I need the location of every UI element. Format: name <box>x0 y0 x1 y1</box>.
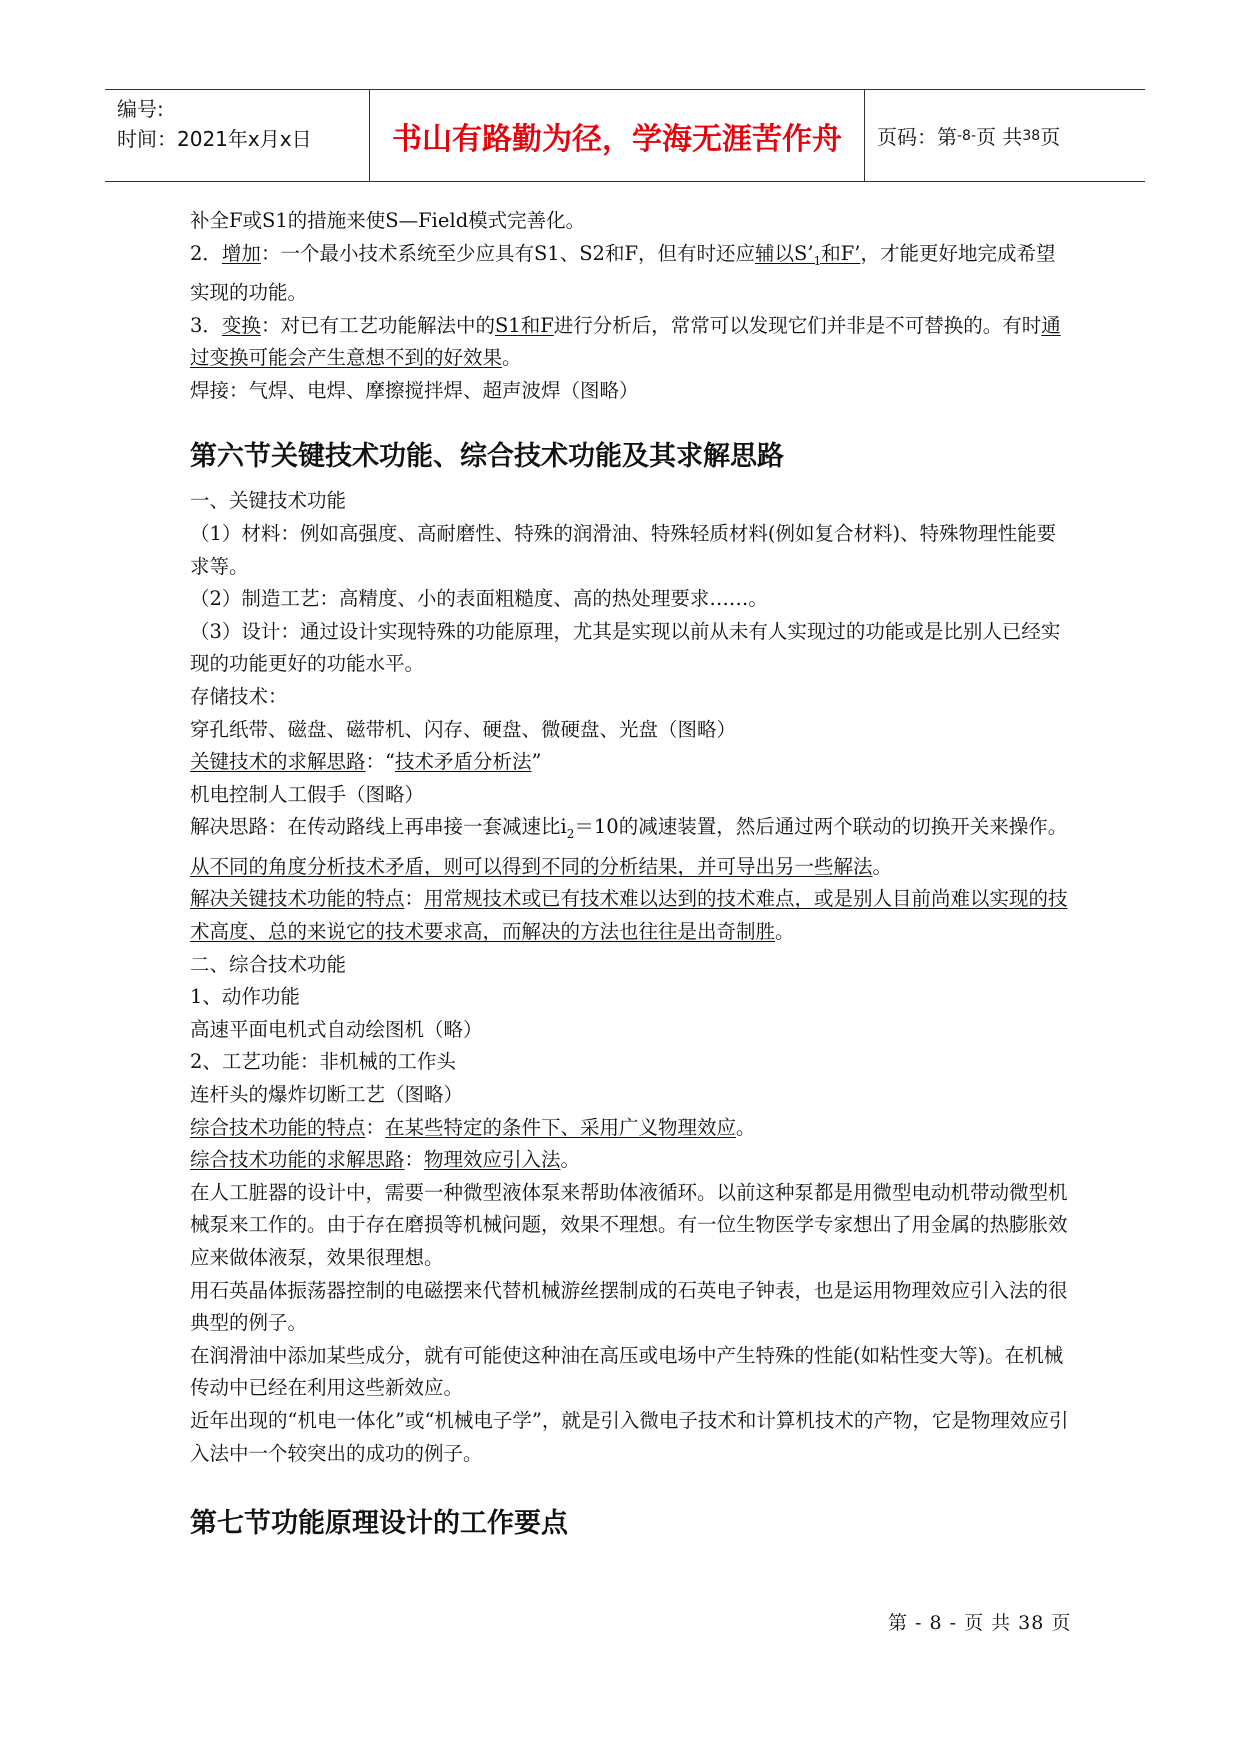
section-heading: 第七节功能原理设计的工作要点 <box>190 1508 568 1540</box>
document-body <box>190 205 1070 1544</box>
underlined-term: 技术矛盾分析法 <box>395 750 532 774</box>
underlined-term: 物理效应引入法 <box>424 1148 561 1172</box>
text-span: ：一个最小技术系统至少应具有S1、S2和F，但有时还应 <box>260 241 755 265</box>
underlined-term: 变换 <box>221 313 261 337</box>
paragraph <box>190 238 1070 310</box>
paragraph: （1）材料：例如高强度、高耐磨性、特殊的润滑油、特殊轻质材料(例如复合材料)、特殊物理性能要求等。 <box>190 522 1057 578</box>
list-number: 2． <box>190 241 222 265</box>
paragraph: 穿孔纸带、磁盘、磁带机、闪存、硬盘、微硬盘、光盘（图略） <box>190 717 737 741</box>
paragraph: （3）设计：通过设计实现特殊的功能原理，尤其是实现以前从未有人实现过的功能或是比别人已经实现的功能更好的功能水平。 <box>190 619 1061 676</box>
text-span: 解决思路：在传动路线上再串接一套减速比i <box>190 815 567 839</box>
page-header <box>105 89 1145 182</box>
underlined-term: 从不同的角度分析技术矛盾，则可以得到不同的分析结果，并可导出另一些解法 <box>190 854 873 878</box>
text-span: ” <box>531 750 542 774</box>
paragraph <box>190 746 1070 779</box>
paragraph: 焊接：气焊、电焊、摩擦搅拌焊、超声波焊（图略） <box>190 378 639 402</box>
text-span: ，才能更好地完成希望实现的功能。 <box>190 241 1056 305</box>
list-number: 3． <box>190 313 222 337</box>
underlined-term: 综合技术功能的特点 <box>190 1115 366 1139</box>
underlined-term: 用常规技术或已有技术难以达到的技术难点，或是别人目前尚难以实现的技术高度、总的来说它的技术要求高，而解决的方法也往往是出奇制胜 <box>190 887 1068 944</box>
subscript: 2 <box>566 827 575 842</box>
paragraph <box>190 811 1070 850</box>
paragraph: 连杆头的爆炸切断工艺（图略） <box>190 1083 464 1107</box>
paragraph: 在人工脏器的设计中，需要一种微型液体泵来帮助体液循环。以前这种泵都是用微型电动机带动微型机械泵来工作的。由于存在磨损等机械问题，效果不理想。有一位生物医学专家想出了用金属的热膨胀效应来做体液泵，效果很理想。 <box>190 1180 1068 1269</box>
text-span: 进行分析后，常常可以发现它们并非是不可替换的。有时 <box>553 313 1042 337</box>
paragraph: （2）制造工艺：高精度、小的表面粗糙度、高的热处理要求……。 <box>190 587 768 611</box>
header-motto-cell <box>370 90 865 181</box>
underlined-term: 增加 <box>221 241 261 265</box>
header-meta <box>105 90 370 181</box>
underlined-term: S1和F <box>494 313 554 337</box>
page-prefix: 页码：第 <box>877 125 957 149</box>
subsection-title: 二、综合技术功能 <box>190 952 347 976</box>
paragraph <box>190 1144 1070 1177</box>
underlined-term: 关键技术的求解思路 <box>190 750 366 774</box>
paragraph <box>190 1112 1070 1145</box>
section-heading: 第六节关键技术功能、综合技术功能及其求解思路 <box>190 441 784 473</box>
paragraph: 用石英晶体振荡器控制的电磁摆来代替机械游丝摆制成的石英电子钟表，也是运用物理效应引入法的很典型的例子。 <box>190 1278 1068 1335</box>
text-span: 。 <box>502 346 522 370</box>
page-mid: 页 共 <box>976 125 1023 149</box>
text-span: ： <box>404 887 425 911</box>
underlined-term: 在某些特定的条件下、采用广义物理效应 <box>385 1115 737 1139</box>
paragraph <box>190 883 1070 948</box>
underlined-term <box>755 241 861 268</box>
text-span: 辅以S’ <box>755 241 814 265</box>
text-span: 和F’ <box>821 241 861 265</box>
subscript: 1 <box>813 253 822 268</box>
paragraph: 在润滑油中添加某些成分，就有可能使这种油在高压或电场中产生特殊的性能(如粘性变大等)。在机械传动中已经在利用这些新效应。 <box>190 1343 1064 1400</box>
text-span: ：“ <box>365 750 395 774</box>
underlined-term: 通过变换可能会产生意想不到的好效果 <box>190 313 1061 370</box>
text-span: 。 <box>775 920 795 944</box>
header-page-info <box>865 90 1145 181</box>
paragraph <box>190 851 1070 884</box>
text-span: 。 <box>872 854 893 878</box>
underlined-term: 解决关键技术功能的特点 <box>190 887 405 911</box>
text-span: ＝10的减速装置，然后通过两个联动的切换开关来操作。 <box>574 815 1068 839</box>
paragraph <box>190 310 1070 375</box>
text-span: ： <box>365 1115 386 1139</box>
paragraph: 机电控制人工假手（图略） <box>190 782 425 806</box>
document-code-label: 编号: <box>117 97 164 121</box>
text-span: 。 <box>736 1115 756 1139</box>
paragraph: 存储技术： <box>190 685 288 709</box>
paragraph: 近年出现的“机电一体化”或“机械电子学”，就是引入微电子技术和计算机技术的产物，它是物理效应引入法中一个较突出的成功的例子。 <box>190 1408 1069 1465</box>
subsection-title: 一、关键技术功能 <box>190 489 347 513</box>
paragraph: 2、工艺功能：非机械的工作头 <box>190 1050 456 1074</box>
text-span: ：对已有工艺功能解法中的 <box>260 313 495 337</box>
paragraph: 1、动作功能 <box>190 985 300 1009</box>
text-span: 。 <box>560 1148 581 1172</box>
text-span: ： <box>404 1148 425 1172</box>
page-number: -8- <box>957 127 977 144</box>
underlined-term: 综合技术功能的求解思路 <box>190 1148 405 1172</box>
paragraph: 补全F或S1的措施来使S—Field模式完善化。 <box>190 209 586 232</box>
page-footer: 第 - 8 - 页 共 38 页 <box>888 1612 1072 1634</box>
header-motto: 书山有路勤为径，学海无涯苦作舟 <box>392 121 842 157</box>
page-suffix: 页 <box>1040 125 1061 149</box>
paragraph: 高速平面电机式自动绘图机（略） <box>190 1017 483 1041</box>
page-total: 38 <box>1022 127 1041 144</box>
document-time: 时间：2021年x月x日 <box>117 127 312 151</box>
